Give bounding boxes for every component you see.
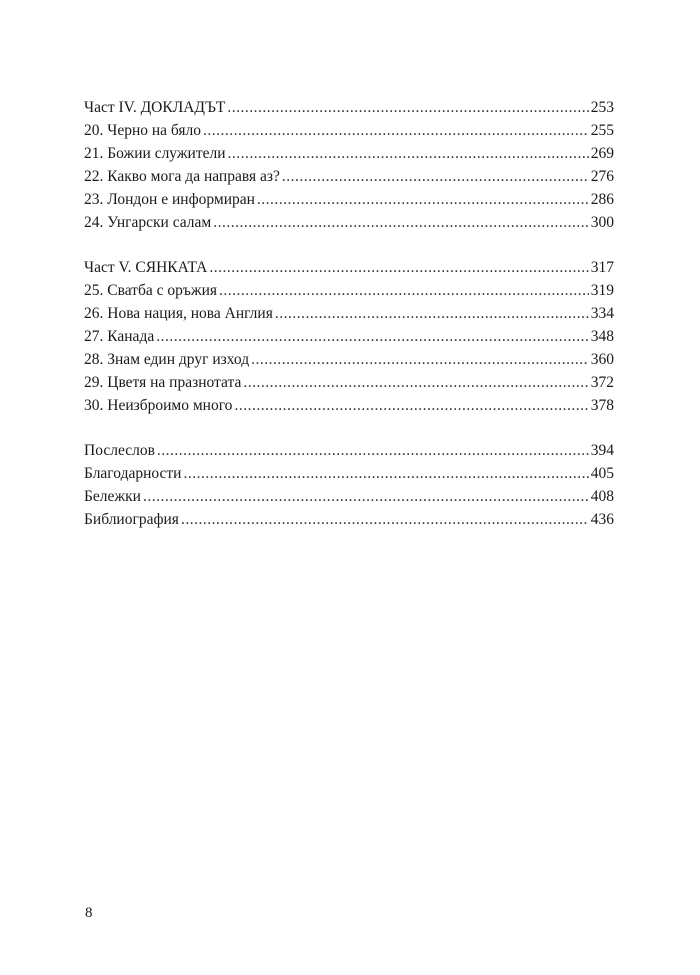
toc-entry-page: 276: [590, 168, 614, 185]
toc-entry[interactable]: [84, 325, 614, 348]
page-number: 8: [85, 905, 93, 921]
toc-leader-dots: [156, 325, 589, 348]
toc-leader-dots: [213, 211, 589, 234]
toc-entry[interactable]: [84, 211, 614, 234]
toc-leader-dots: [282, 165, 589, 188]
toc-group-part-iv: [84, 96, 614, 234]
toc-entry-page: 269: [590, 145, 614, 162]
toc-entry[interactable]: [84, 348, 614, 371]
toc-entry-title: 23. Лондон е информиран: [84, 191, 255, 208]
toc-entry[interactable]: [84, 508, 614, 531]
toc-entry-title: 20. Черно на бяло: [84, 122, 202, 139]
toc-entry-page: 253: [590, 99, 614, 116]
toc-entry-title: 25. Сватба с оръжия: [84, 282, 217, 299]
toc-entry-page: 405: [590, 465, 614, 482]
toc-entry-page: 317: [590, 259, 614, 276]
toc-entry-page: 286: [590, 191, 614, 208]
toc-leader-dots: [157, 439, 589, 462]
toc-leader-dots: [234, 394, 588, 417]
toc-entry[interactable]: [84, 371, 614, 394]
toc-entry-page: 348: [590, 328, 614, 345]
toc-entry[interactable]: [84, 96, 614, 119]
toc-entry-title: Благодарности: [84, 465, 182, 482]
toc-entry-page: 394: [590, 442, 614, 459]
toc-entry-page: 300: [590, 214, 614, 231]
toc-entry[interactable]: [84, 394, 614, 417]
toc-entry[interactable]: [84, 485, 614, 508]
toc-leader-dots: [243, 371, 588, 394]
toc-leader-dots: [227, 96, 588, 119]
toc-leader-dots: [228, 142, 589, 165]
toc-entry[interactable]: [84, 302, 614, 325]
toc-entry[interactable]: [84, 462, 614, 485]
toc-entry-title: 22. Какво мога да направя аз?: [84, 168, 280, 185]
toc-leader-dots: [181, 508, 589, 531]
toc-entry-page: 436: [590, 511, 614, 528]
toc-group-back-matter: [84, 439, 614, 531]
toc-entry-page: 372: [590, 374, 614, 391]
toc-entry[interactable]: [84, 165, 614, 188]
toc-entry-title: Послеслов: [84, 442, 155, 459]
toc-entry-title: 21. Божии служители: [84, 145, 226, 162]
toc-entry[interactable]: [84, 279, 614, 302]
toc-leader-dots: [209, 256, 588, 279]
toc-entry[interactable]: [84, 142, 614, 165]
toc-leader-dots: [143, 485, 589, 508]
toc-entry[interactable]: [84, 119, 614, 142]
toc-leader-dots: [251, 348, 589, 371]
toc-entry-title: 26. Нова нация, нова Англия: [84, 305, 273, 322]
toc-entry-title: 28. Знам един друг изход: [84, 351, 250, 368]
toc-entry-title: Част V. СЯНКАТА: [84, 259, 208, 276]
toc-leader-dots: [275, 302, 589, 325]
toc-leader-dots: [183, 462, 588, 485]
toc-entry-page: 378: [590, 397, 614, 414]
table-of-contents: [84, 96, 614, 553]
toc-entry-title: 29. Цветя на празнотата: [84, 374, 242, 391]
toc-entry-page: 360: [590, 351, 614, 368]
toc-entry-page: 408: [590, 488, 614, 505]
toc-leader-dots: [219, 279, 589, 302]
toc-entry[interactable]: [84, 439, 614, 462]
toc-entry-title: 30. Неизброимо много: [84, 397, 233, 414]
toc-entry-title: Част IV. ДОКЛАДЪТ: [84, 99, 226, 116]
toc-entry-title: 24. Унгарски салам: [84, 214, 212, 231]
toc-group-part-v: [84, 256, 614, 417]
toc-leader-dots: [257, 188, 589, 211]
toc-entry-title: 27. Канада: [84, 328, 155, 345]
toc-entry[interactable]: [84, 188, 614, 211]
toc-entry-page: 319: [590, 282, 614, 299]
toc-entry-page: 255: [590, 122, 614, 139]
toc-entry-page: 334: [590, 305, 614, 322]
toc-entry-title: Библиография: [84, 511, 179, 528]
toc-leader-dots: [203, 119, 589, 142]
toc-entry[interactable]: [84, 256, 614, 279]
toc-entry-title: Бележки: [84, 488, 141, 505]
